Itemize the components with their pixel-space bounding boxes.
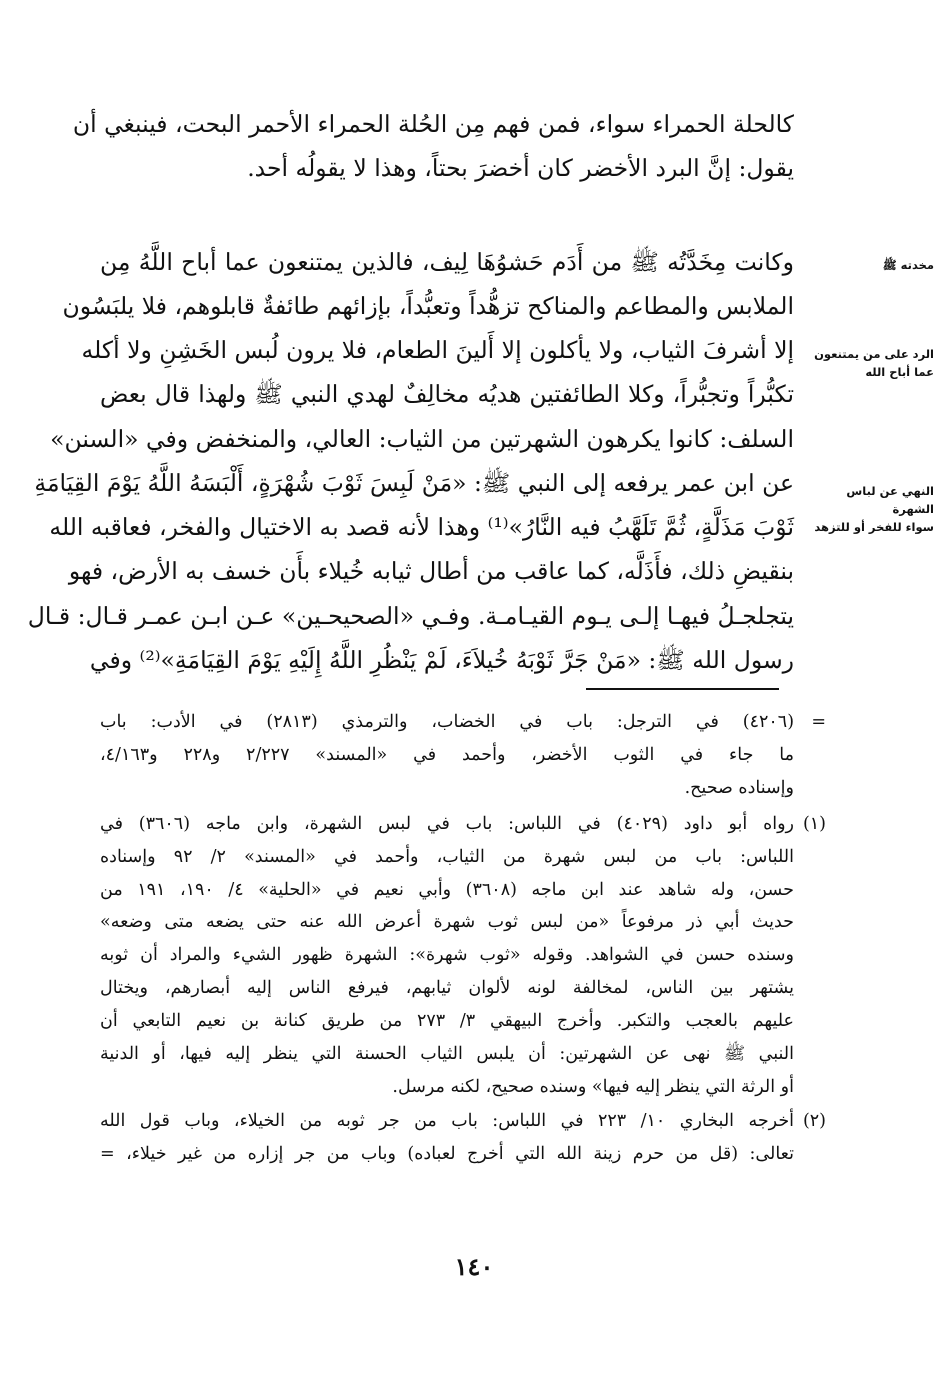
footnote-line: حسن، وله شاهد عند ابن ماجه (٣٦٠٨) وأبي نعيم في «الحلية» ٤/ ١٩٠، ١٩١ من bbox=[100, 880, 794, 900]
margin-note-text: عما أباح الله bbox=[865, 365, 934, 379]
footnote-line: أو الرثة التي ينظر إليه فيها» وسنده صحيح، لكنه مرسل. bbox=[392, 1077, 794, 1097]
margin-note-text: مخدته ﷺ bbox=[882, 258, 934, 272]
body-text-line: بنقيضِ ذلك، فأَذَلَّه، كما عاقب من أطال ثيابه خُيلاء بأَن خسف به الأرض، فهو bbox=[68, 557, 794, 585]
body-text-line: عن ابن عمر يرفعه إلى النبي ﷺ: «مَنْ لَبِسَ ثَوْبَ شُهْرَةٍ، أَلْبَسَهُ اللَّهُ يَوْمَ القِيَامَةِ bbox=[34, 469, 794, 497]
margin-note-pillow bbox=[806, 256, 934, 274]
body-text-line: وكانت مِخَدَّتُه ﷺ من أَدَم حَشوُهَا لِيف، فالذين يمتنعون عما أباح اللَّهُ مِن bbox=[100, 248, 794, 276]
margin-note-text: النهي عن لباس الشهرة bbox=[846, 484, 934, 516]
body-text-line: رسول الله ﷺ: «مَنْ جَرَّ ثَوْبَهُ خُيلاَءَ، لَمْ يَنْظُرِ اللَّهُ إِلَيْهِ يَوْمَ القِيَامَةِ»⁽²⁾ وفي bbox=[89, 646, 794, 674]
footnote-line: رواه أبو داود (٤٠٢٩) في اللباس: باب في لبس الشهرة، وابن ماجه (٣٦٠٦) في bbox=[100, 814, 794, 834]
footnote-separator bbox=[586, 688, 779, 690]
body-text-line: تكبُّراً وتجبُّراً، وكلا الطائفتين هديُه مخالِفٌ لهدي النبي ﷺ ولهذا قال بعض bbox=[100, 380, 794, 408]
footnote-line: أخرجه البخاري ١٠/ ٢٢٣ في اللباس: باب من جر ثوبه من الخيلاء، وباب قول الله bbox=[100, 1111, 794, 1131]
body-text-line: يتجلجـلُ فيهـا إلـى يـوم القيـامـة. وفـي «الصحيحـين» عـن ابـن عمـر قـال: قـال bbox=[27, 602, 794, 630]
body-text-line: الملابس والمطاعم والمناكح تزهُّداً وتعبُّداً، بإزائهم طائفةٌ قابلوهم، فلا يلبَسُون bbox=[62, 292, 794, 320]
footnote-line: وسنده حسن في الشواهد. وقوله «ثوب شهرة»: الشهرة ظهور الشيء والمراد أن ثوبه bbox=[100, 945, 794, 965]
body-text-line: كالحلة الحمراء سواء، فمن فهم مِن الحُلة الحمراء الأحمر البحت، فينبغي أن bbox=[72, 110, 794, 138]
margin-note-text: الرد على من يمتنعون bbox=[814, 347, 934, 361]
footnote-continuation-marker: = bbox=[811, 712, 826, 732]
footnote-line: (٤٢٠٦) في الترجل: باب في الخضاب، والترمذي (٢٨١٣) في الأدب: باب bbox=[100, 712, 795, 732]
body-text-line: ثَوْبَ مَذَلَّةٍ، ثُمَّ تَلَهَّبُ فيه النَّارُ»⁽¹⁾ وهذا لأنه قصد به الاختيال والفخر، فعاقبه الله bbox=[49, 513, 794, 541]
footnote-line: عليهم بالعجب والتكبر. وأخرج البيهقي ٣/ ٢٧٣ من طريق كنانة بن نعيم التابعي أن bbox=[100, 1011, 795, 1031]
footnote-2-marker: (٢) bbox=[802, 1111, 826, 1131]
footnote-line: اللباس: باب من لبس شهرة من الثياب، وأحمد في «المسند» ٢/ ٩٢ وإسناده bbox=[100, 847, 794, 867]
footnote-line: حديث أبي ذر مرفوعاً «من لبس ثوب شهرة أعرض الله عنه حتى يضعه متى وضعه» bbox=[100, 912, 794, 932]
body-text-line: إلا أشرفَ الثياب، ولا يأكلون إلا أَلينَ الطعام، فلا يرون لُبس الخَشِنِ ولا أكله bbox=[81, 336, 794, 364]
footnote-line: تعالى: (قل من حرم زينة الله التي أخرج لعباده) وباب من جر إزاره من غير خيلاء، = bbox=[100, 1144, 794, 1164]
margin-note-refutation bbox=[806, 345, 934, 381]
body-text-line: يقول: إنَّ البرد الأخضر كان أخضرَ بحتاً، وهذا لا يقولُه أحد. bbox=[247, 154, 794, 182]
footnote-1-marker: (١) bbox=[802, 814, 826, 834]
footnote-line: النبي ﷺ نهى عن الشهرتين: أن يلبس الثياب الحسنة التي ينظر إليه فيها، أو الدنية bbox=[100, 1044, 794, 1064]
footnote-line: ما جاء في الثوب الأخضر، وأحمد في «المسند» ٢/٢٢٧ و٢٢٨ و٤/١٦٣، bbox=[100, 745, 795, 765]
page-number: ١٤٠ bbox=[454, 1252, 494, 1281]
footnote-line: يشتهر بين الناس، لمخالفة لونه لألوان ثيابهم، فيرفع الناس إليه أبصارهم، ويختال bbox=[100, 978, 794, 998]
margin-note-prohibition bbox=[806, 482, 934, 536]
footnote-line: وإسناده صحيح. bbox=[684, 778, 794, 798]
body-text-line: السلف: كانوا يكرهون الشهرتين من الثياب: العالي، والمنخفض وفي «السنن» bbox=[50, 425, 794, 453]
margin-note-text: سواء للفخر أو للتزهد bbox=[814, 520, 934, 534]
